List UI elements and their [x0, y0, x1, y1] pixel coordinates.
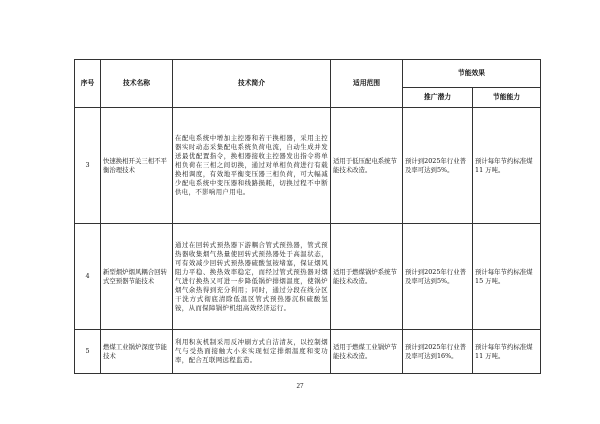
page-number: 27	[296, 382, 304, 390]
row-scope: 适用于燃煤锅炉系统节能技术改造。	[331, 224, 403, 330]
header-capacity: 节能能力	[473, 88, 541, 108]
row-potential: 预计到2025年行业普及率可达到5%。	[403, 224, 473, 330]
row-capacity: 预计每年节约标准煤 11 万吨。	[473, 108, 541, 224]
row-capacity: 预计每年节约标准煤 11 万吨。	[473, 330, 541, 374]
header-effect: 节能效果	[403, 60, 541, 88]
header-intro: 技术简介	[173, 60, 331, 108]
table-row	[75, 330, 541, 374]
row-capacity: 预计每年节约标准煤 15 万吨。	[473, 224, 541, 330]
row-name: 快速换相开关三相不平衡治理技术	[101, 108, 173, 224]
row-index: 3	[75, 108, 101, 224]
row-name: 燃煤工业锅炉深度节能技术	[101, 330, 173, 374]
header-index: 序号	[75, 60, 101, 108]
header-name: 技术名称	[101, 60, 173, 108]
row-index: 4	[75, 224, 101, 330]
header-potential: 推广潜力	[403, 88, 473, 108]
technology-table	[74, 59, 541, 374]
row-intro: 在配电系统中增加主控器和若干换相器，采用主控器实时动态采集配电系统负荷电流，自动生成并发送最优配置指令，换相器接收主控器发出指令将单相负荷在三相之间切换，通过对单相负荷进行有载换相调度，有效地平衡变压器三相负荷，可大幅减少配电系统中变压器和线路损耗，切换过程不中断供电，不影响用户用电。	[173, 108, 331, 224]
table-row	[75, 224, 541, 330]
table-row	[75, 108, 541, 224]
row-potential: 预计到2025年行业普及率可达到5%。	[403, 108, 473, 224]
row-intro: 利用积灰机制采用反冲刷方式自洁清灰，以控制烟气与受热面接触大小来实现恒定排烟温度和变功率，配合互联网远程监造。	[173, 330, 331, 374]
row-name: 新型烟炉烟风耦合回转式空预器节能技术	[101, 224, 173, 330]
row-index: 5	[75, 330, 101, 374]
row-intro: 通过在回转式预热器下游耦合管式预热器，管式预热器收集烟气热量使回转式预热器处于高温状态，可有效减少回转式预热器硫酸氢铵堵塞，保证烟风阻力平稳、换热效率稳定，而经过管式预热器对烟气进行换热又可进一步降低锅炉排烟温度，使锅炉烟气余热得到充分利用；同时，通过分段在线分区干洗方式彻底清除低温区管式预热器沉积硫酸氢铵，从而保障锅炉机组高效经济运行。	[173, 224, 331, 330]
row-scope: 适用于燃煤工业锅炉节能技术改造。	[331, 330, 403, 374]
row-scope: 适用于低压配电系统节能技术改造。	[331, 108, 403, 224]
header-scope: 适用范围	[331, 60, 403, 108]
row-potential: 预计到2025年行业普及率可达到16%。	[403, 330, 473, 374]
